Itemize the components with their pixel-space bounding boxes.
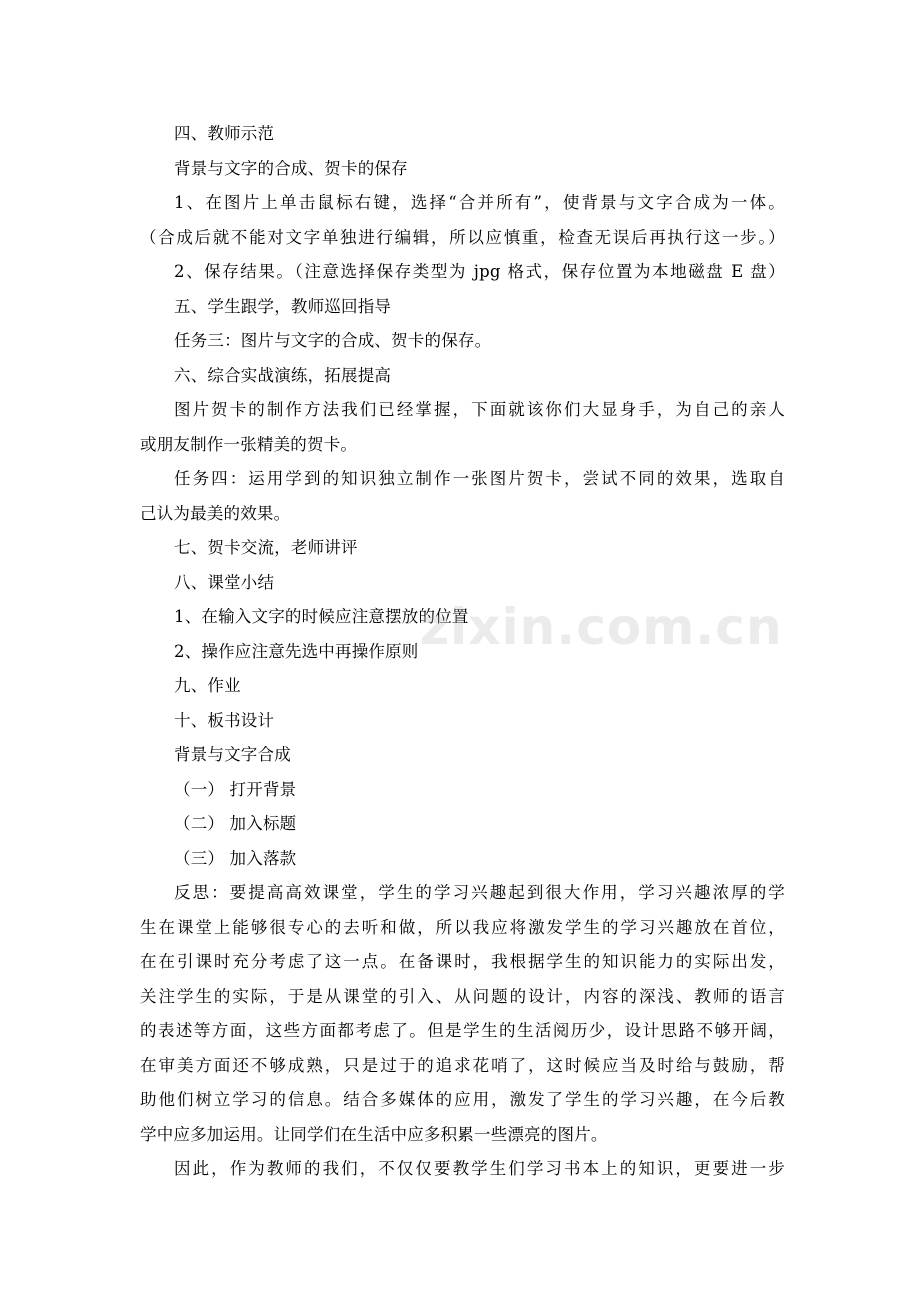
text-line: （合成后就不能对文字单独进行编辑，所以应慎重，检查无误后再执行这一步。）: [140, 227, 785, 247]
text-line: 关注学生的实际，于是从课堂的引入、从问题的设计，内容的深浅、教师的语言: [140, 986, 785, 1006]
text-line: 反思：要提高高效课堂，学生的学习兴趣起到很大作用，学习兴趣浓厚的学: [174, 883, 785, 902]
text-line: 因此，作为教师的我们，不仅仅要教学生们学习书本上的知识，更要进一步: [174, 1159, 785, 1178]
text-line: 2、保存结果。（注意选择保存类型为 jpg 格式，保存位置为本地磁盘 E 盘）: [174, 262, 785, 281]
text-line: 生在课堂上能够很专心的去听和做，所以我应将激发学生的学习兴趣放在首位，: [140, 917, 785, 937]
text-line: 己认为最美的效果。: [140, 503, 291, 523]
text-line: 四、教师示范: [174, 124, 275, 143]
document-body: [140, 117, 785, 1187]
text-line: 在在引课时充分考虑了这一点。在备课时，我根据学生的知识能力的实际出发，: [140, 952, 785, 971]
text-line: 或朋友制作一张精美的贺卡。: [140, 434, 358, 454]
text-line: 任务三：图片与文字的合成、贺卡的保存。: [174, 331, 492, 350]
text-line: 五、学生跟学，教师巡回指导: [174, 296, 392, 316]
text-line: 九、作业: [174, 676, 241, 695]
text-line: 2、操作应注意先选中再操作原则: [174, 641, 419, 661]
text-line: 在审美方面还不够成熟，只是过于的追求花哨了，这时候应当及时给与鼓励，帮: [140, 1055, 785, 1075]
text-line: 六、综合实战演练，拓展提高: [174, 365, 392, 385]
text-line: 七、贺卡交流，老师讲评: [174, 538, 358, 557]
text-line: 任务四：运用学到的知识独立制作一张图片贺卡，尝试不同的效果，选取自: [174, 469, 785, 488]
text-line: 图片贺卡的制作方法我们已经掌握，下面就该你们大显身手，为自己的亲人: [174, 400, 785, 419]
text-line: 助他们树立学习的信息。结合多媒体的应用，激发了学生的学习兴趣，在今后教: [140, 1090, 785, 1109]
text-line: 背景与文字合成: [174, 745, 291, 764]
text-line: 十、板书设计: [174, 710, 275, 730]
text-line: （三） 加入落款: [174, 848, 297, 868]
text-line: 八、课堂小结: [174, 572, 275, 592]
text-line: 1、在图片上单击鼠标右键，选择“合并所有”，使背景与文字合成为一体。: [174, 193, 785, 212]
text-line: 学中应多加运用。让同学们在生活中应多积累一些漂亮的图片。: [140, 1124, 608, 1144]
text-line: （一） 打开背景: [174, 779, 297, 799]
watermark: zixin.com.cn: [420, 598, 783, 656]
text-line: 1、在输入文字的时候应注意摆放的位置: [174, 607, 469, 626]
text-line: 的表述等方面，这些方面都考虑了。但是学生的生活阅历少，设计思路不够开阔，: [140, 1021, 785, 1040]
text-line: （二） 加入标题: [174, 814, 297, 833]
text-line: 背景与文字的合成、贺卡的保存: [174, 158, 408, 178]
